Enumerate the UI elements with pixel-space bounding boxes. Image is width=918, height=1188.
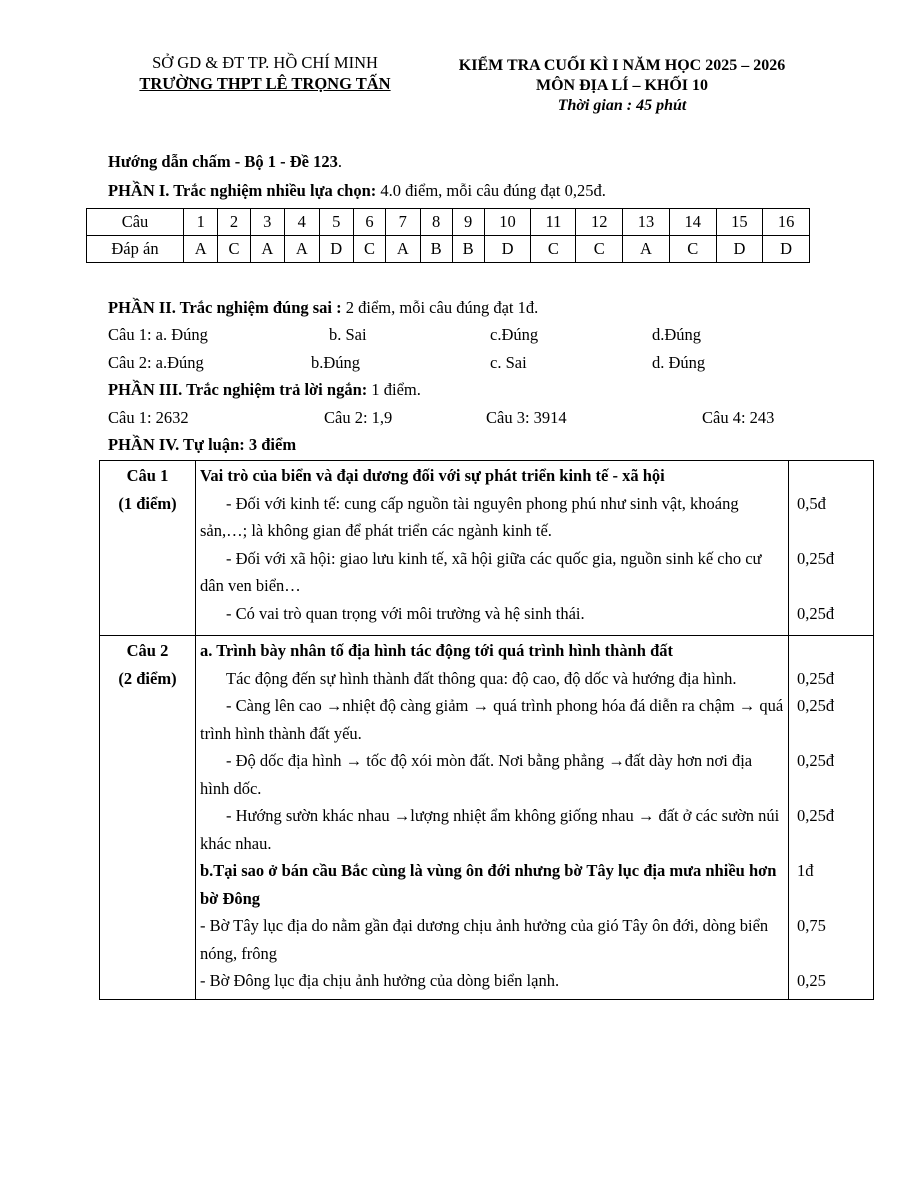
essay-q1-score: 0,25đ — [797, 548, 835, 568]
part1-title: PHẦN I. Trắc nghiệm nhiều lựa chọn: — [108, 181, 377, 200]
answer-cell: A — [184, 236, 218, 263]
part3-answer-4: Câu 4: 243 — [702, 408, 775, 427]
part2-q1-c: c.Đúng — [490, 325, 539, 344]
answer-cell: A — [386, 236, 420, 263]
answer-cell: C — [531, 236, 576, 263]
question-number: 5 — [319, 209, 353, 236]
part2-heading — [108, 297, 538, 319]
question-number: 16 — [763, 209, 810, 236]
answer-cell: D — [319, 236, 353, 263]
essay-q2a-item: - Độ dốc địa hình → tốc độ xói mòn đất. Nơi bằng phẳng →đất dày hơn nơi địa hình dốc. — [196, 747, 789, 802]
answer-cell: C — [218, 236, 250, 263]
essay-q1-label: Câu 1 — [126, 466, 169, 485]
essay-q2b-item: - Bờ Đông lục địa chịu ảnh hưởng của dòng biển lạnh. — [196, 967, 789, 999]
guide-title: Hướng dẫn chấm - Bộ 1 - Đề 123. — [108, 152, 343, 171]
part1-heading — [108, 180, 606, 202]
answer-cell: D — [763, 236, 810, 263]
part3-desc: 1 điểm. — [367, 380, 421, 399]
part4-title: PHẦN IV. Tự luận: 3 điểm — [108, 435, 297, 454]
essay-q2-label-cell — [100, 636, 196, 1000]
essay-q2-points: (2 điểm) — [118, 668, 177, 688]
question-row-label: Câu — [87, 209, 184, 236]
essay-q1-heading: Vai trò của biển và đại dương đối với sự phát triển kinh tế - xã hội — [196, 461, 789, 490]
answer-cell: A — [285, 236, 319, 263]
question-number: 11 — [531, 209, 576, 236]
part2-q2-b: b.Đúng — [311, 353, 361, 372]
essay-q1-score: 0,25đ — [797, 603, 835, 623]
part2-q1-d: d.Đúng — [652, 325, 702, 344]
question-number: 14 — [669, 209, 716, 236]
answer-table-question-row — [87, 209, 810, 236]
question-number: 13 — [623, 209, 670, 236]
answer-cell: B — [452, 236, 484, 263]
essay-q1-label-cell — [100, 461, 196, 636]
answer-cell: C — [576, 236, 623, 263]
part3-answer-3: Câu 3: 3914 — [486, 408, 567, 427]
essay-q2b-item: - Bờ Tây lục địa do nằm gần đại dương chịu ảnh hưởng của gió Tây ôn đới, dòng biển nóng, frông — [196, 912, 789, 967]
essay-q2b-score: 0,25 — [797, 971, 826, 990]
answer-cell: A — [623, 236, 670, 263]
part1-desc: 4.0 điểm, mỗi câu đúng đạt 0,25đ. — [376, 181, 606, 200]
answer-table — [86, 208, 810, 263]
answer-row-label: Đáp án — [87, 236, 184, 263]
part2-q2-d: d. Đúng — [652, 353, 706, 372]
essay-row-q1 — [100, 461, 874, 636]
essay-q2a-score: 0,25đ — [797, 806, 835, 825]
part3-title: PHẦN III. Trắc nghiệm trả lời ngắn: — [108, 380, 368, 399]
essay-q2a-item: - Hướng sườn khác nhau →lượng nhiệt ẩm không giống nhau → đất ở các sườn núi khác nhau. — [196, 802, 789, 857]
part2-q2-a: Câu 2: a.Đúng — [108, 353, 204, 372]
essay-row-q2 — [100, 636, 874, 1000]
essay-q2-label: Câu 2 — [126, 641, 169, 660]
part2-title: PHẦN II. Trắc nghiệm đúng sai : — [108, 298, 342, 317]
essay-q2-content — [196, 636, 874, 1000]
part3-answer-2: Câu 2: 1,9 — [324, 408, 393, 427]
essay-q2a-score: 0,25đ — [797, 696, 835, 715]
answer-cell: D — [716, 236, 763, 263]
part2-q2-c: c. Sai — [490, 353, 527, 372]
part2-desc: 2 điểm, mỗi câu đúng đạt 1đ. — [341, 298, 539, 317]
exam-subject: MÔN ĐỊA LÍ – KHỐI 10 — [535, 77, 708, 94]
question-number: 15 — [716, 209, 763, 236]
essay-q2a-item: Tác động đến sự hình thành đất thông qua: độ cao, độ dốc và hướng địa hình. — [196, 665, 789, 693]
question-number: 10 — [484, 209, 531, 236]
essay-q2b-heading-score: 1đ — [797, 861, 814, 880]
part2-q1-b: b. Sai — [329, 325, 367, 344]
essay-q2a-heading: a. Trình bày nhân tố địa hình tác động tới quá trình hình thành đất — [196, 636, 789, 665]
part2-q1-a: Câu 1: a. Đúng — [108, 325, 208, 344]
question-number: 3 — [250, 209, 284, 236]
question-number: 12 — [576, 209, 623, 236]
question-number: 2 — [218, 209, 250, 236]
essay-q1-content — [196, 461, 874, 636]
essay-q1-score: 0,5đ — [797, 493, 826, 513]
answer-cell: A — [250, 236, 284, 263]
answer-cell: C — [669, 236, 716, 263]
question-number: 4 — [285, 209, 319, 236]
essay-q1-item: - Đối với kinh tế: cung cấp nguồn tài nguyên phong phú như sinh vật, khoáng sản,…; là không gian để phát triển các ngành kinh tế. — [196, 490, 789, 545]
essay-q1-item: - Đối với xã hội: giao lưu kinh tế, xã hội giữa các quốc gia, nguồn sinh kế cho cư dân ven biển… — [196, 545, 789, 600]
exam-time: Thời gian : 45 phút — [557, 97, 687, 114]
header-right — [432, 56, 812, 116]
question-number: 9 — [452, 209, 484, 236]
essay-q2a-score: 0,25đ — [797, 668, 835, 688]
answer-cell: D — [484, 236, 531, 263]
question-number: 7 — [386, 209, 420, 236]
question-number: 1 — [184, 209, 218, 236]
question-number: 6 — [354, 209, 386, 236]
part3-heading — [108, 379, 421, 401]
essay-q1-points: (1 điểm) — [118, 493, 177, 513]
essay-q2a-item: - Càng lên cao →nhiệt độ càng giảm → quá trình phong hóa đá diễn ra chậm → quá trình hình thành đất yếu. — [196, 692, 789, 747]
part3-answer-1: Câu 1: 2632 — [108, 408, 189, 427]
essay-table — [99, 460, 874, 1000]
answer-cell: B — [420, 236, 452, 263]
department-name: SỞ GD & ĐT TP. HỒ CHÍ MINH — [152, 53, 378, 72]
header-left — [100, 52, 430, 94]
essay-q2a-score: 0,25đ — [797, 751, 835, 770]
essay-q2b-score: 0,75 — [797, 916, 826, 935]
school-name: TRƯỜNG THPT LÊ TRỌNG TẤN — [139, 74, 391, 93]
question-number: 8 — [420, 209, 452, 236]
answer-cell: C — [354, 236, 386, 263]
essay-q1-item: - Có vai trò quan trọng với môi trường và hệ sinh thái. — [196, 600, 789, 636]
exam-title: KIỂM TRA CUỐI KÌ I NĂM HỌC 2025 – 2026 — [458, 57, 786, 74]
essay-q2b-heading: b.Tại sao ở bán cầu Bắc cùng là vùng ôn đới nhưng bờ Tây lục địa mưa nhiều hơn bờ Đông — [196, 857, 789, 912]
answer-table-answer-row — [87, 236, 810, 263]
